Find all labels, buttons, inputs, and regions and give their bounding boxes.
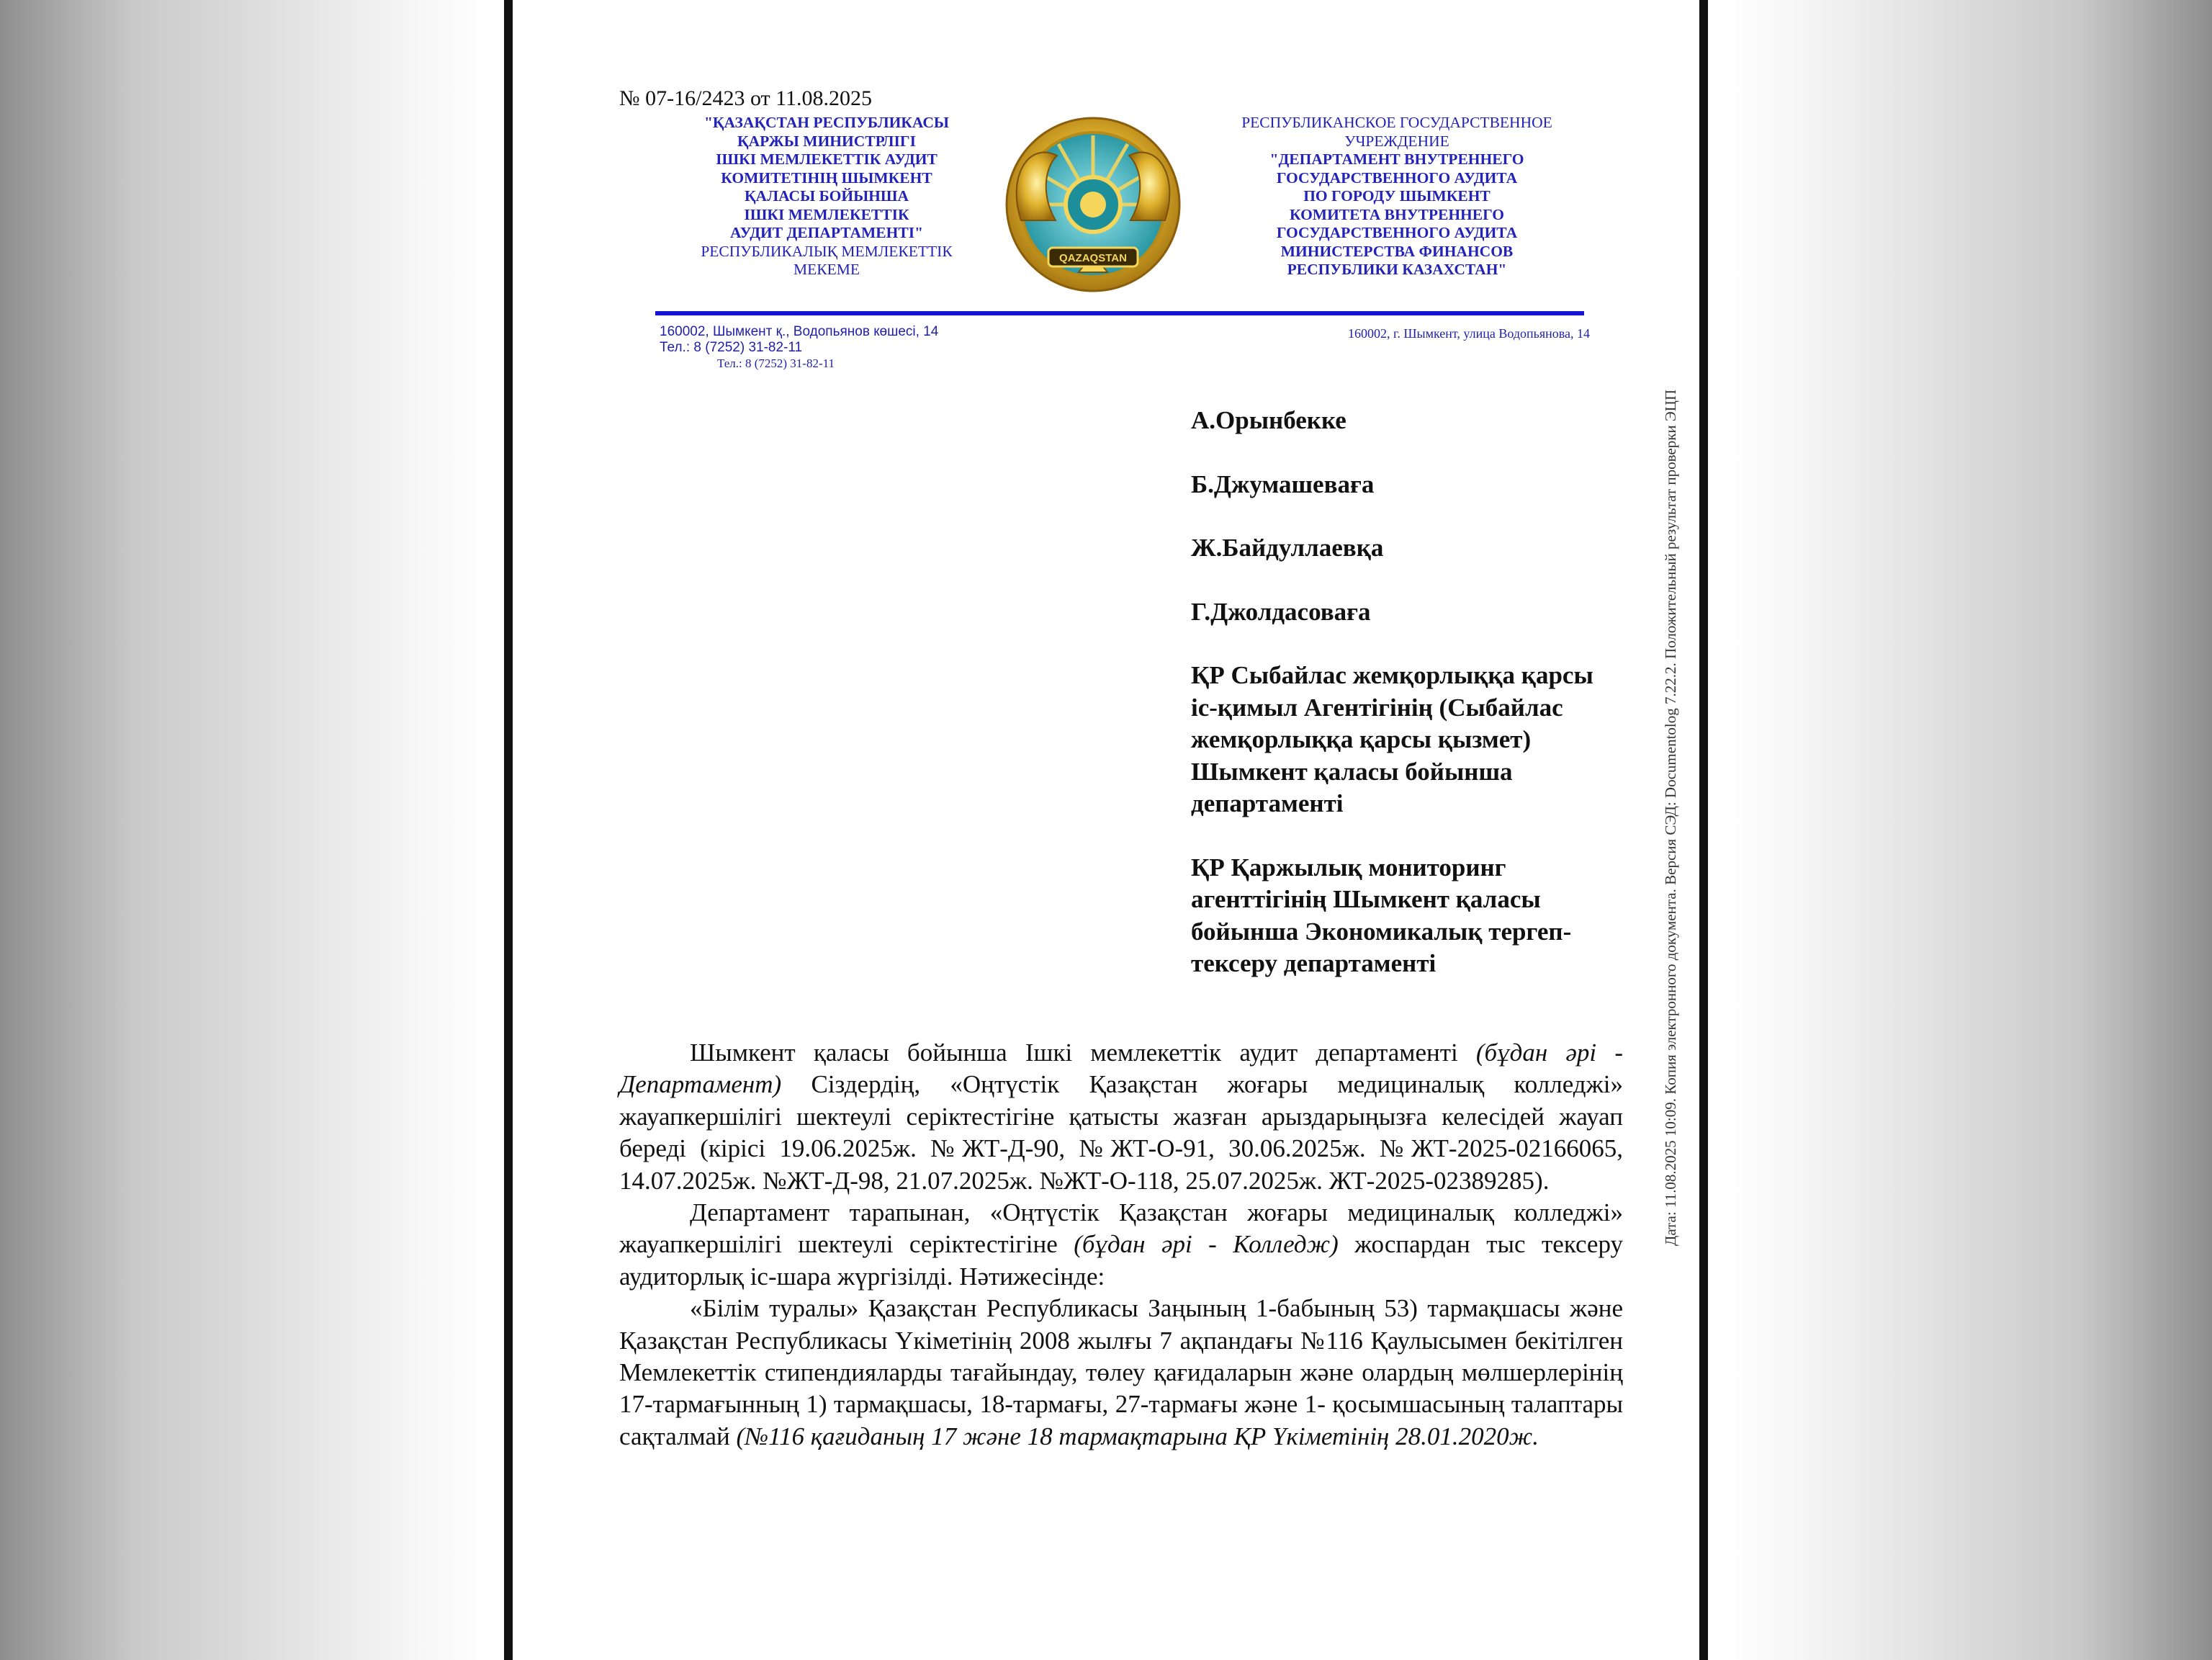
italic-span: (бұдан әрі - Колледж) [1074, 1230, 1339, 1259]
header-left-line: АУДИТ ДЕПАРТАМЕНТІ" [729, 224, 924, 241]
header-divider [655, 311, 1584, 315]
header-right-russian [1224, 114, 1570, 279]
letter-body [619, 1037, 1623, 1453]
state-emblem-icon [999, 112, 1187, 295]
text-span: Департамент тарапынан, «Оңтүстік Қазақстан жоғары медициналық колледжі» жауапкершілігі шектеулі серіктестігіне [619, 1198, 1623, 1259]
header-right-line: РЕСПУБЛИКИ КАЗАХСТАН" [1287, 261, 1507, 278]
paragraph-1 [619, 1037, 1623, 1197]
recipient: ҚР Сыбайлас жемқорлыққа қарсы іс-қимыл Агентігінің (Сыбайлас жемқорлыққа қарсы қызмет) Шымкент қаласы бойынша департаменті [1191, 661, 1593, 817]
italic-span: (№116 қағиданың 17 және 18 тармақтарына ҚР Үкіметінің 28.01.2020ж. [736, 1422, 1539, 1450]
text-span: Сіздердің, «Оңтүстік Қазақстан жоғары медициналық колледжі» жауапкершілігі шектеулі серіктестігіне қатысты жазған арыздарыңызға келесідей жауап береді (кірісі 19.06.2025ж. №ЖТ-Д-90, №ЖТ-О-91, 30.06.2025ж. №ЖТ-2025-02166065, 14.07.2025ж. №ЖТ-Д-98, 21.07.2025ж. №ЖТ-О-118, 25.07.2025ж. ЖТ-2025-02389285). [619, 1070, 1623, 1195]
header-left-line: ІШКІ МЕМЛЕКЕТТІК АУДИТ [716, 151, 938, 168]
recipients-block [1191, 405, 1623, 1012]
address-right: 160002, г. Шымкент, улица Водопьянова, 14 [1348, 326, 1591, 341]
text-span: жоспардан тыс тексеру аудиторлық іс-шара жүргізілді. Нәтижесінде: [619, 1230, 1623, 1291]
header-left-line: ІШКІ МЕМЛЕКЕТТІК [744, 205, 909, 223]
recipient: Г.Джолдасоваға [1191, 597, 1371, 626]
edoc-verification-note: Дата: 11.08.2025 10:09. Копия электронного документа. Версия СЭД: Documentolog 7.22.2. Положительный результат проверки ЭЦП [1662, 389, 1679, 1246]
document-page [504, 0, 1708, 1660]
emblem-text: QAZAQSTAN [1059, 252, 1127, 264]
header-left-line: "ҚАЗАҚСТАН РЕСПУБЛИКАСЫ [703, 114, 949, 131]
address-left-phone-2: Тел.: 8 (7252) 31-82-11 [717, 356, 835, 370]
text-span: Шымкент қаласы бойынша Ішкі мемлекеттік аудит департаменті [690, 1038, 1476, 1067]
recipient: Ж.Байдуллаевқа [1191, 534, 1384, 562]
recipient: А.Орынбекке [1191, 406, 1346, 434]
address-left [660, 324, 938, 372]
header-left-line: МЕКЕМЕ [793, 261, 860, 278]
header-left-line: КОМИТЕТІНІҢ ШЫМКЕНТ [721, 169, 932, 187]
header-right-line: РЕСПУБЛИКАНСКОЕ ГОСУДАРСТВЕННОЕ [1241, 114, 1552, 131]
header-left-kazakh [680, 114, 974, 279]
italic-span: (бұдан әрі - Департамент) [619, 1038, 1623, 1099]
header-left-line: РЕСПУБЛИКАЛЫҚ МЕМЛЕКЕТТІК [701, 242, 953, 260]
document-number: № 07-16/2423 от 11.08.2025 [619, 86, 873, 110]
header-right-line: ПО ГОРОДУ ШЫМКЕНТ [1303, 187, 1491, 205]
address-left-phone: Тел.: 8 (7252) 31-82-11 [660, 340, 803, 355]
header-right-line: УЧРЕЖДЕНИЕ [1344, 132, 1449, 150]
header-left-line: ҚАРЖЫ МИНИСТРЛІГІ [737, 132, 916, 150]
header-right-line: "ДЕПАРТАМЕНТ ВНУТРЕННЕГО [1269, 151, 1524, 168]
header-right-line: МИНИСТЕРСТВА ФИНАНСОВ [1280, 242, 1514, 260]
header-left-line: ҚАЛАСЫ БОЙЫНША [744, 187, 909, 205]
paragraph-2 [619, 1197, 1623, 1293]
recipient: ҚР Қаржылық мониторинг агенттігінің Шымкент қаласы бойынша Экономикалық тергеп-тексеру департаменті [1191, 853, 1572, 977]
header-right-line: КОМИТЕТА ВНУТРЕННЕГО [1290, 205, 1504, 223]
recipient: Б.Джумашеваға [1191, 470, 1375, 498]
header-right-line: ГОСУДАРСТВЕННОГО АУДИТА [1276, 224, 1518, 241]
header-right-line: ГОСУДАРСТВЕННОГО АУДИТА [1276, 169, 1518, 187]
address-left-street: 160002, Шымкент қ., Водопьянов көшесі, 14 [660, 324, 939, 339]
paragraph-3 [619, 1293, 1623, 1453]
text-span: «Білім туралы» Қазақстан Республикасы Заңының 1-бабының 53) тармақшасы және Қазақстан Республикасы Үкіметінің 2008 жылғы 7 ақпандағы №116 Қаулысымен бекітілген Мемлекеттік стипендияларды тағайындау, төлеу қағидаларын және олардың мөлшерлерінің 17-тармағынның 1) тармақшасы, 18-тармағы, 27-тармағы және 1- қосымшасының талаптары сақталмай [619, 1294, 1623, 1450]
